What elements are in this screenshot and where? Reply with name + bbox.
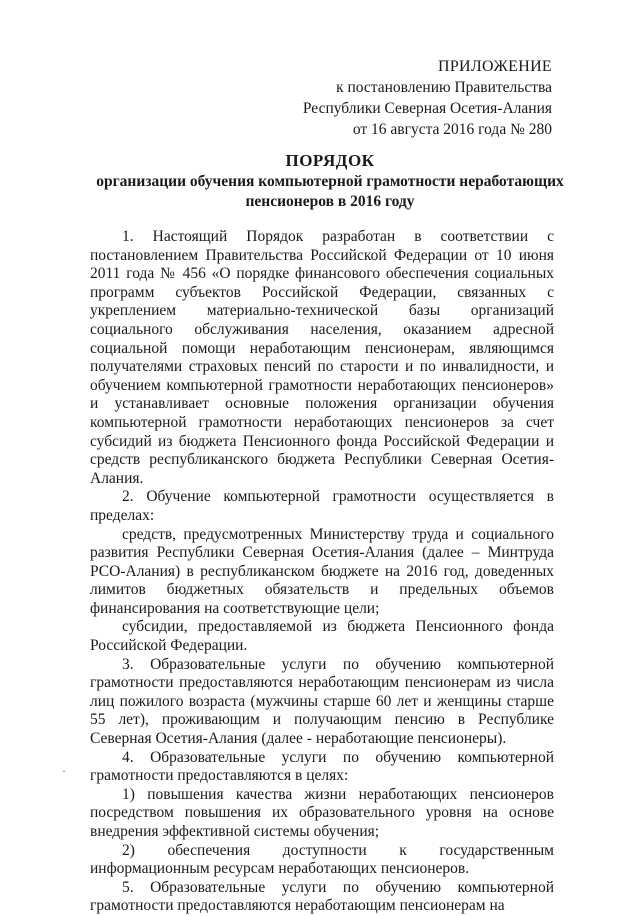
paragraph-5: 5. Образовательные услуги по обучению компьютерной грамотности предоставляются неработающим пенсионерам на: [90, 878, 554, 915]
appendix-title: ПРИЛОЖЕНИЕ: [437, 58, 552, 75]
appendix-line-1: к постановлению Правительства: [336, 79, 552, 96]
paragraph-1: 1. Настоящий Порядок разработан в соответствии с постановлением Правительства Российской Федерации от 10 июня 2011 года № 456 «О порядке финансового обеспечения социальных программ субъектов Российской Федерации, связанных с укреплением материально-технической базы организаций социального обслуживания населения, оказанием адресной социальной помощи неработающим пенсионерам, являющимся получателями страховых пенсий по старости и по инвалидности, и обучением компьютерной грамотности неработающих пенсионеров» и устанавливает основные положения организации обучения компьютерной грамотности неработающих пенсионеров за счет субсидий из бюджета Пенсионного фонда Российской Федерации и средств республиканского бюджета Республики Северная Осетия-Алания.: [90, 228, 554, 487]
appendix-line-2: Республики Северная Осетия-Алания: [302, 100, 552, 117]
paragraph-4-item-2: 2) обеспечения доступности к государственным информационным ресурсам неработающих пенсионеров.: [90, 841, 554, 878]
document-title: ПОРЯДОК: [285, 151, 375, 170]
appendix-header: [303, 56, 552, 140]
paragraph-4: 4. Образовательные услуги по обучению компьютерной грамотности предоставляются в целях:: [90, 748, 554, 785]
paragraph-2: 2. Обучение компьютерной грамотности осуществляется в пределах:: [90, 488, 554, 524]
document-body: [90, 228, 554, 916]
paragraph-2-item-2: субсидии, предоставляемой из бюджета Пенсионного фонда Российской Федерации.: [90, 618, 554, 655]
document-subtitle: организации обучения компьютерной грамотности неработающих пенсионеров в 2016 году: [96, 173, 564, 210]
scan-speck: ·: [62, 764, 66, 778]
appendix-line-3: от 16 августа 2016 года № 280: [352, 121, 552, 138]
paragraph-4-item-1: 1) повышения качества жизни неработающих пенсионеров посредством повышения их образовательного уровня на основе внедрения эффективной системы обучения;: [90, 785, 554, 840]
paragraph-2-item-1: средств, предусмотренных Министерству труда и социального развития Республики Северная Осетия-Алания (далее – Минтруда РСО-Алания) в республиканском бюджете на 2016 год, доведенных лимитов бюджетных обязательств и предельных объемов финансирования на соответствующие цели;: [90, 525, 554, 617]
paragraph-3: 3. Образовательные услуги по обучению компьютерной грамотности предоставляются неработающим пенсионерам из числа лиц пожилого возраста (мужчины старше 60 лет и женщины старше 55 лет), проживающим и получающим пенсию в Республике Северная Осетия-Алания (далее - неработающие пенсионеры).: [90, 655, 554, 748]
